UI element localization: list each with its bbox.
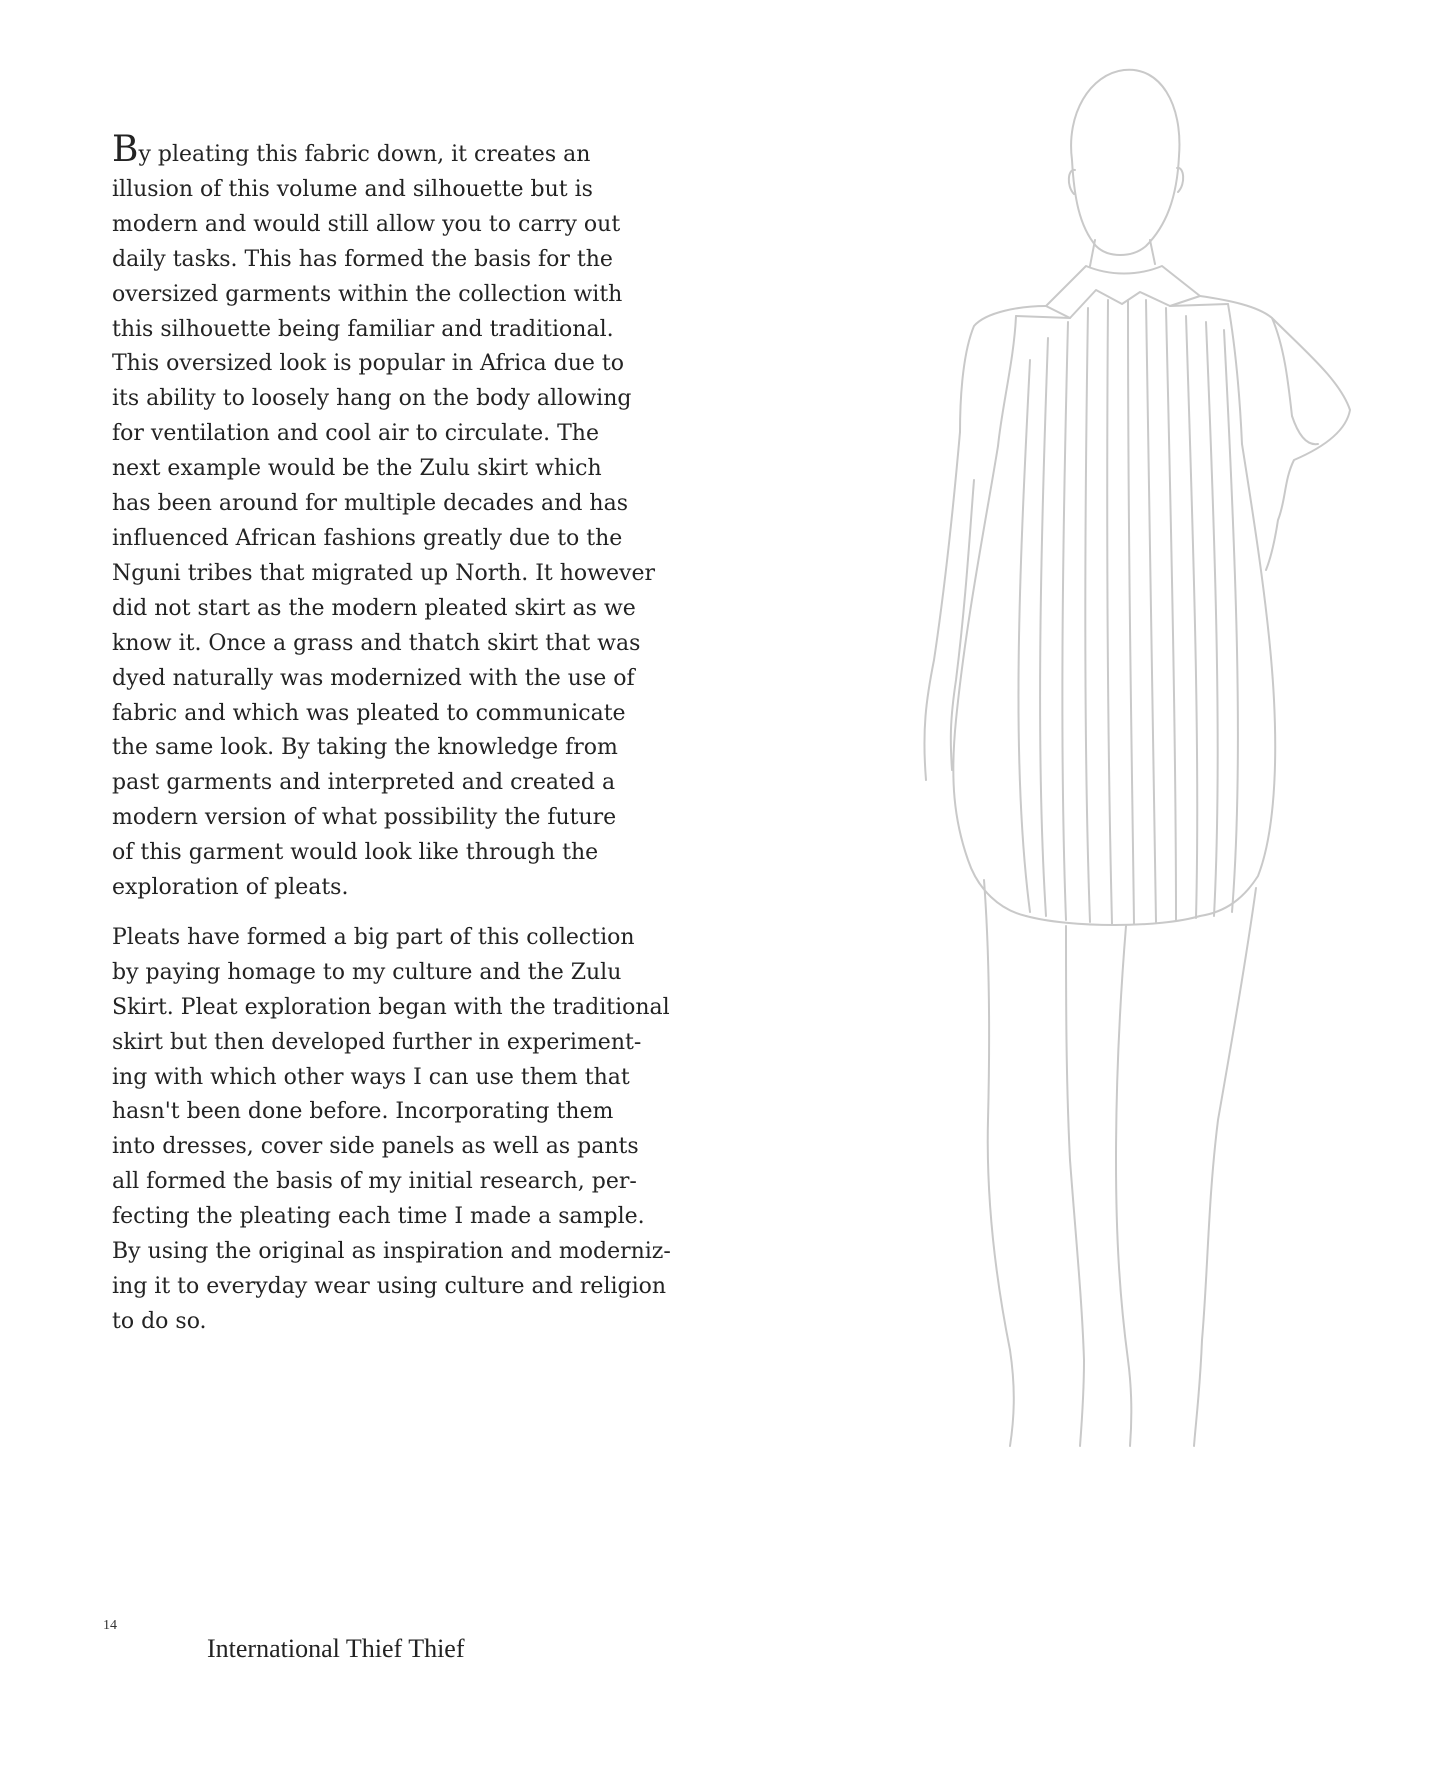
sketch-collar [1046, 266, 1200, 318]
page-number: 14 [103, 1618, 117, 1633]
text-line: By using the original as inspiration and moderniz- [112, 1239, 671, 1265]
sketch-arm-right-inner [1292, 416, 1318, 444]
sketch-dress-hem [1026, 916, 1200, 925]
text-line: into dresses, cover side panels as well as pants [112, 1134, 639, 1160]
sketch-head [1071, 70, 1179, 255]
text-line: exploration of pleats. [112, 875, 349, 901]
text-line: oversized garments within the collection with [112, 281, 623, 307]
text-line: know it. Once a grass and thatch skirt that was [112, 630, 641, 656]
text-line: has been around for multiple decades and has [112, 491, 628, 517]
text-line: illusion of this volume and silhouette but is [112, 176, 593, 202]
text-line: daily tasks. This has formed the basis for the [112, 246, 613, 272]
drop-cap: B [112, 129, 139, 170]
text-line: This oversized look is popular in Africa due to [112, 351, 624, 377]
text-line: past garments and interpreted and created a [112, 770, 616, 796]
fashion-sketch-figure [870, 60, 1430, 1560]
sketch-leg-right-outer [1194, 888, 1256, 1446]
sketch-pleat-lines [1018, 300, 1237, 924]
text-line: the same look. By taking the knowledge from [112, 735, 618, 761]
text-line [112, 129, 657, 173]
text-line: Nguni tribes that migrated up North. It however [112, 560, 655, 586]
text-line: its ability to loosely hang on the body allowing [112, 386, 632, 412]
text-line: by paying homage to my culture and the Zulu [112, 959, 622, 985]
sketch-leg-left-outer [984, 880, 1014, 1446]
sketch-arm-left-inner [951, 480, 974, 770]
text-line: modern version of what possibility the future [112, 805, 617, 831]
text-line: hasn't been done before. Incorporating them [112, 1099, 614, 1125]
sketch-shoulder-right [1200, 296, 1292, 416]
sketch-leg-left-inner [1066, 926, 1084, 1446]
text-line: to do so. [112, 1308, 207, 1334]
sketch-neck-right [1150, 240, 1155, 264]
text-line: skirt but then developed further in experiment- [112, 1029, 642, 1055]
text-line: fecting the pleating each time I made a sample. [112, 1204, 645, 1230]
text-line: for ventilation and cool air to circulate. The [112, 421, 599, 447]
sketch-leg-right-inner [1116, 926, 1131, 1446]
text-line: fabric and which was pleated to communicate [112, 700, 626, 726]
sketch-armhole-left [998, 316, 1016, 446]
sketch-arm-right [1266, 318, 1350, 570]
paragraph-2 [112, 921, 671, 1340]
text-line: dyed naturally was modernized with the use of [112, 665, 635, 691]
text-line: influenced African fashions greatly due to the [112, 525, 623, 551]
text-line: modern and would still allow you to carry out [112, 211, 621, 237]
text-line: this silhouette being familiar and traditional. [112, 316, 614, 342]
text-line: ing it to everyday wear using culture and religion [112, 1274, 667, 1299]
sketch-dress-left-side [953, 446, 1026, 916]
text-line: Skirt. Pleat exploration began with the traditional [112, 994, 670, 1020]
sketch-neck-left [1090, 240, 1095, 266]
body-text [112, 129, 671, 1340]
text-line: of this garment would look like through the [112, 840, 599, 866]
text-line-rest: y pleating this fabric down, it creates an [138, 142, 591, 167]
text-line: ing with which other ways I can use them that [112, 1064, 630, 1090]
text-line: all formed the basis of my initial research, per- [112, 1169, 637, 1195]
running-footer-title: International Thief Thief [207, 1634, 465, 1663]
text-line: did not start as the modern pleated skirt as we [112, 595, 636, 621]
dress-sketch-illustration [870, 60, 1430, 1560]
text-line: Pleats have formed a big part of this collection [112, 924, 635, 950]
sketch-armhole-right [1228, 304, 1242, 444]
paragraph-1 [112, 129, 657, 906]
text-line: next example would be the Zulu skirt which [112, 456, 602, 482]
